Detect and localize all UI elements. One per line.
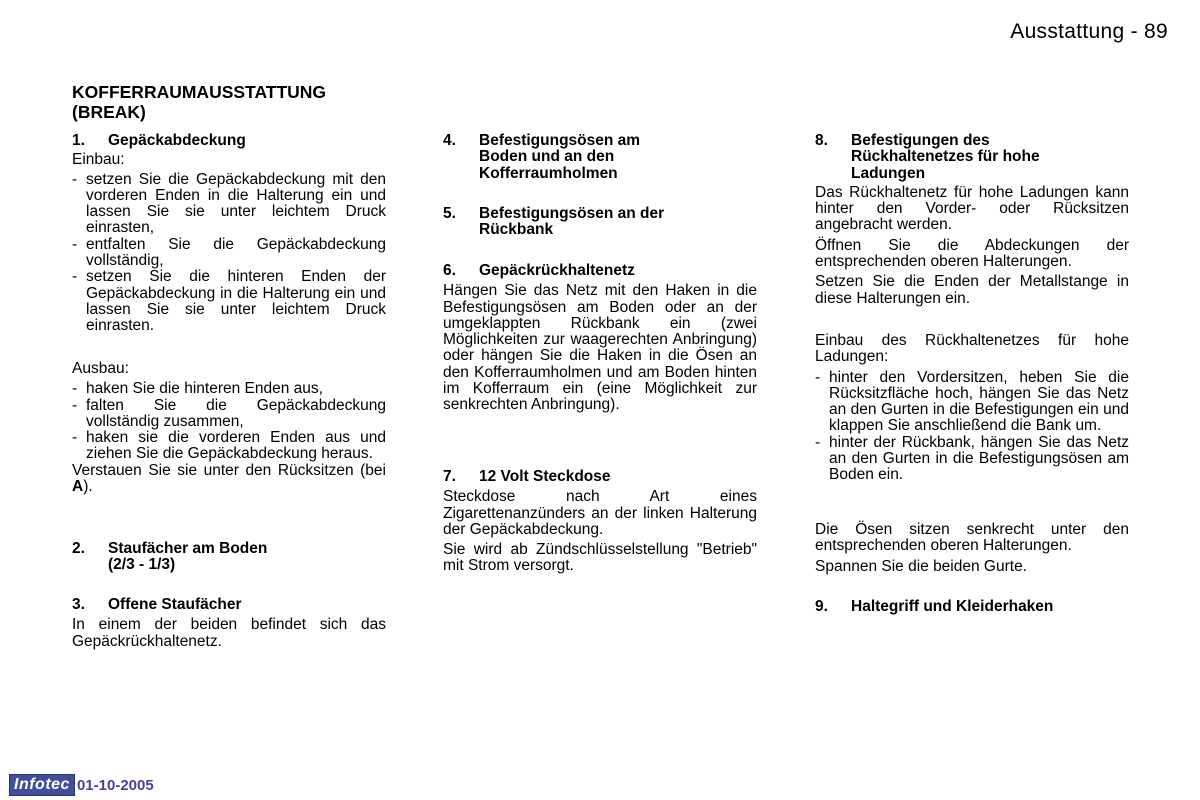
- heading-4: 4. Befestigungsösen am Boden und an den Kofferraumholmen: [443, 132, 641, 182]
- heading-8: 8. Befestigungen des Rückhaltenetzes für hohe Ladungen: [815, 132, 1040, 182]
- list-item: - hinter der Rückbank, hängen Sie das Netz an den Gurten in die Befestigungsösen am Boden ein.: [815, 433, 1129, 484]
- footer-date: 01-10-2005: [76, 776, 154, 794]
- heading-6: 6. Gepäckrückhaltenetz: [443, 262, 635, 279]
- heading-3: 3. Offene Staufächer: [72, 596, 242, 613]
- item-8-p2: Öffnen Sie die Abdeckungen der entsprechenden oberen Halterungen.: [815, 236, 1129, 271]
- ausbau-list: [72, 381, 386, 462]
- list-item: - setzen Sie die Gepäckabdeckung mit den vorderen Enden in die Halterung ein und lassen Sie sie unter leichtem Druck einrasten,: [72, 170, 386, 237]
- list-item: - hinter den Vordersitzen, heben Sie die Rücksitzfläche hoch, hängen Sie das Netz an den Gurten in die Befestigungen ein und klappen Sie anschließend die Bank um.: [815, 368, 1129, 435]
- verstauen-text: Verstauen Sie sie unter den Rücksitzen (bei A).: [72, 461, 386, 496]
- item-8-p1: Das Rückhaltenetz für hohe Ladungen kann hinter den Vorder- oder Rücksitzen angebracht werden.: [815, 183, 1129, 234]
- ausbau-label: Ausbau:: [72, 360, 129, 377]
- section-title-line2: (BREAK): [72, 102, 146, 122]
- ausbau-block: [72, 361, 386, 495]
- heading-1-number: 1.: [72, 132, 85, 149]
- item-2: [72, 541, 386, 574]
- item-8-list: [815, 370, 1129, 484]
- footer: [9, 774, 154, 796]
- item-6-text: Hängen Sie das Netz mit den Haken in die Befestigungsösen am Boden oder an der umgeklappten Rückbank ein (zwei Möglichkeiten zur waagerechten Anbringung) oder hängen Sie die Haken in die Ösen an den Kofferraumholmen und am Boden hinten im Kofferraum ein (eine Möglichkeit zur senkrechten Anbringung).: [443, 282, 757, 414]
- item-7-text-2: Sie wird ab Zündschlüsselstellung "Betrieb" mit Strom versorgt.: [443, 541, 757, 575]
- section-title-line1: KOFFERRAUMAUSSTATTUNG: [72, 82, 327, 102]
- item-4: [443, 133, 757, 182]
- item-8-notes: [815, 522, 1129, 575]
- item-3-text: In einem der beiden befindet sich das Gepäckrückhaltenetz.: [72, 616, 386, 650]
- list-item: - entfalten Sie die Gepäckabdeckung vollständig,: [72, 235, 386, 270]
- list-item: - falten Sie die Gepäckabdeckung vollständig zusammen,: [72, 396, 386, 430]
- item-6: [443, 263, 757, 414]
- heading-1-text: Gepäckabdeckung: [108, 132, 246, 149]
- item-8-p5: Die Ösen sitzen senkrecht unter den entsprechenden oberen Halterungen.: [815, 521, 1129, 555]
- einbau-label: Einbau:: [72, 151, 125, 169]
- list-item: - setzen Sie die hinteren Enden der Gepäckabdeckung in die Halterung ein und lassen Sie sie unter leichtem Druck einrasten.: [72, 268, 386, 335]
- item-8: [815, 133, 1129, 307]
- heading-5: 5. Befestigungsösen an der Rückbank: [443, 205, 665, 239]
- list-item: - haken Sie die hinteren Enden aus,: [72, 380, 323, 398]
- page-header: Ausstattung - 89: [1010, 20, 1168, 43]
- heading-7: 7. 12 Volt Steckdose: [443, 468, 611, 485]
- item-8-p3: Setzen Sie die Enden der Metallstange in diese Halterungen ein.: [815, 273, 1129, 307]
- item-7-text-1: Steckdose nach Art eines Zigarettenanzünders an der linken Halterung der Gepäckabdeckung.: [443, 488, 757, 538]
- list-item: - haken sie die vorderen Enden aus und ziehen Sie die Gepäckabdeckung heraus.: [72, 429, 386, 463]
- item-8-einbau: [815, 333, 1129, 484]
- item-8-p4: Einbau des Rückhaltenetzes für hohe Ladungen:: [815, 332, 1129, 366]
- heading-2: 2. Staufächer am Boden (2/3 - 1/3): [72, 540, 268, 574]
- item-7: [443, 469, 757, 575]
- section-title: [72, 82, 402, 122]
- item-5: [443, 206, 757, 239]
- einbau-list: [72, 172, 386, 335]
- item-9: [815, 599, 1129, 615]
- item-8-p6: Spannen Sie die beiden Gurte.: [815, 557, 1027, 575]
- item-3: [72, 597, 386, 650]
- infotec-logo: Infotec: [9, 774, 75, 796]
- item-1: [72, 133, 386, 335]
- heading-1: [72, 133, 386, 149]
- heading-9: 9. Haltegriff und Kleiderhaken: [815, 598, 1054, 615]
